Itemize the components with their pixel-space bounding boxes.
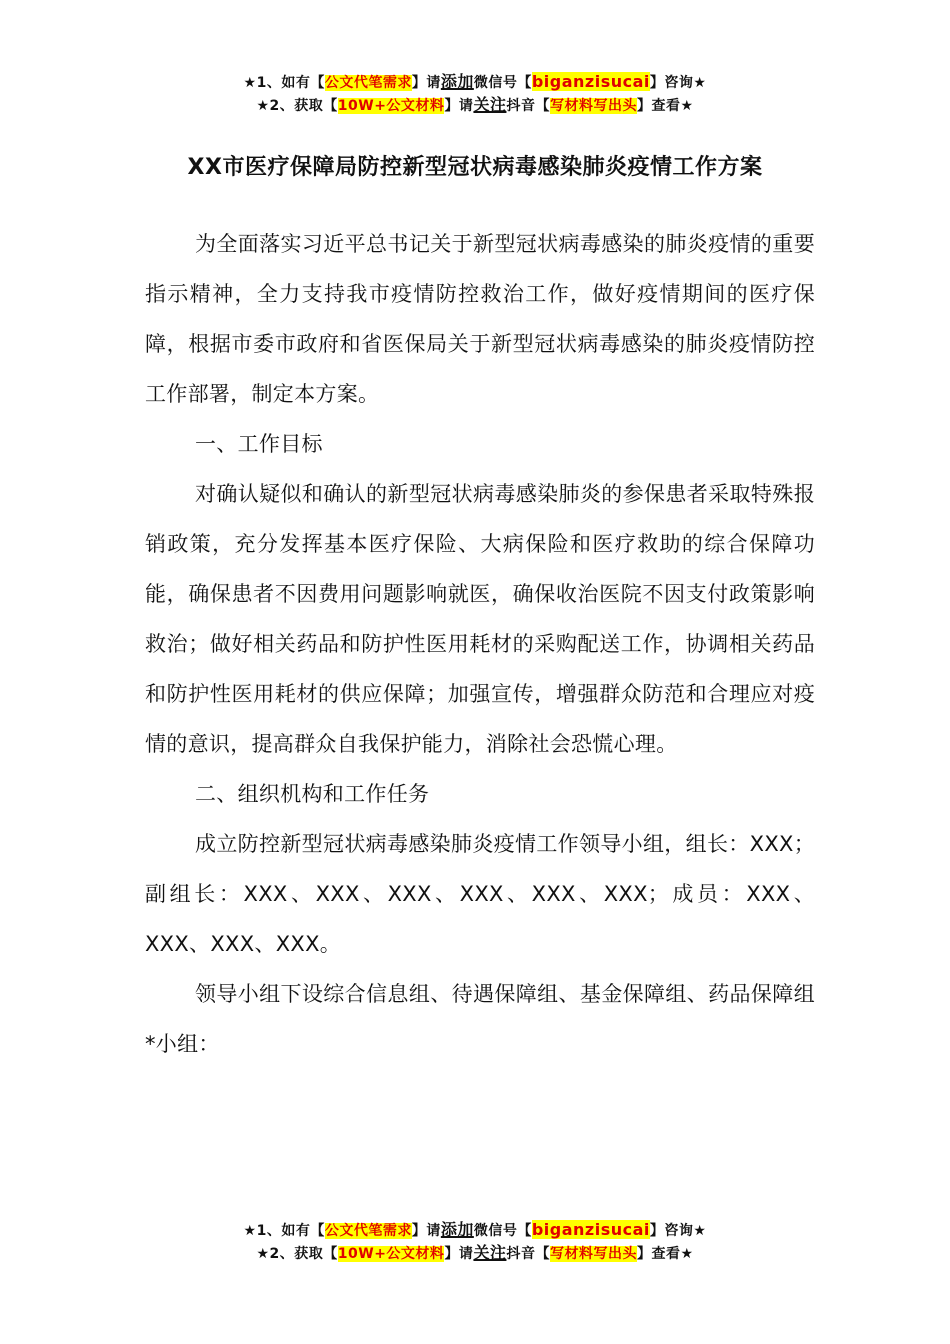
- paragraph-intro: 为全面落实习近平总书记关于新型冠状病毒感染的肺炎疫情的重要指示精神，全力支持我市疫情防控救治工作，做好疫情期间的医疗保障，根据市委市政府和省医保局关于新型冠状病毒感染的肺炎疫情防控工作部署，制定本方案。: [145, 232, 815, 406]
- service-highlight: 公文代笔需求: [324, 1223, 412, 1239]
- star-icon: ★: [243, 75, 257, 91]
- banner-line-2: ★2、获取【10W+公文材料】请关注抖音【写材料写出头】查看★: [256, 95, 694, 114]
- service-highlight: 公文代笔需求: [324, 75, 412, 91]
- douyin-account: 写材料写出头: [549, 98, 637, 114]
- wechat-id: biganzisucai: [531, 1220, 650, 1239]
- wechat-id: biganzisucai: [531, 72, 650, 91]
- banner-line-2: ★2、获取【10W+公文材料】请关注抖音【写材料写出头】查看★: [256, 1243, 694, 1262]
- banner-line-1: ★1、如有【公文代笔需求】请添加微信号【biganzisucai】咨询★: [243, 1220, 707, 1239]
- document-body: [145, 219, 815, 1069]
- paragraph-goals: 对确认疑似和确认的新型冠状病毒感染肺炎的参保患者采取特殊报销政策，充分发挥基本医疗保险、大病保险和医疗救助的综合保障功能，确保患者不因费用问题影响就医，确保收治医院不因支付政策影响救治；做好相关药品和防护性医用耗材的采购配送工作，协调相关药品和防护性医用耗材的供应保障；加强宣传，增强群众防范和合理应对疫情的意识，提高群众自我保护能力，消除社会恐慌心理。: [145, 482, 815, 756]
- douyin-account: 写材料写出头: [549, 1246, 637, 1262]
- section-heading-2: 二、组织机构和工作任务: [195, 782, 430, 806]
- top-banner: [0, 71, 950, 117]
- star-icon: ★: [243, 1223, 257, 1239]
- paragraph-leadership: 成立防控新型冠状病毒感染肺炎疫情工作领导小组，组长：XXX；副组长：XXX、XXX、XXX、XXX、XXX、XXX；成员：XXX、XXX、XXX、XXX。: [145, 832, 815, 956]
- materials-highlight: 10W+公文材料: [337, 98, 445, 114]
- star-icon: ★: [256, 98, 270, 114]
- bottom-banner: [0, 1219, 950, 1265]
- section-heading-1: 一、工作目标: [195, 432, 323, 456]
- star-icon: ★: [256, 1246, 270, 1262]
- materials-highlight: 10W+公文材料: [337, 1246, 445, 1262]
- banner-line-1: ★1、如有【公文代笔需求】请添加微信号【biganzisucai】咨询★: [243, 72, 707, 91]
- paragraph-subgroups: 领导小组下设综合信息组、待遇保障组、基金保障组、药品保障组*小组：: [145, 982, 815, 1056]
- document-title: XX市医疗保障局防控新型冠状病毒感染肺炎疫情工作方案: [187, 155, 763, 180]
